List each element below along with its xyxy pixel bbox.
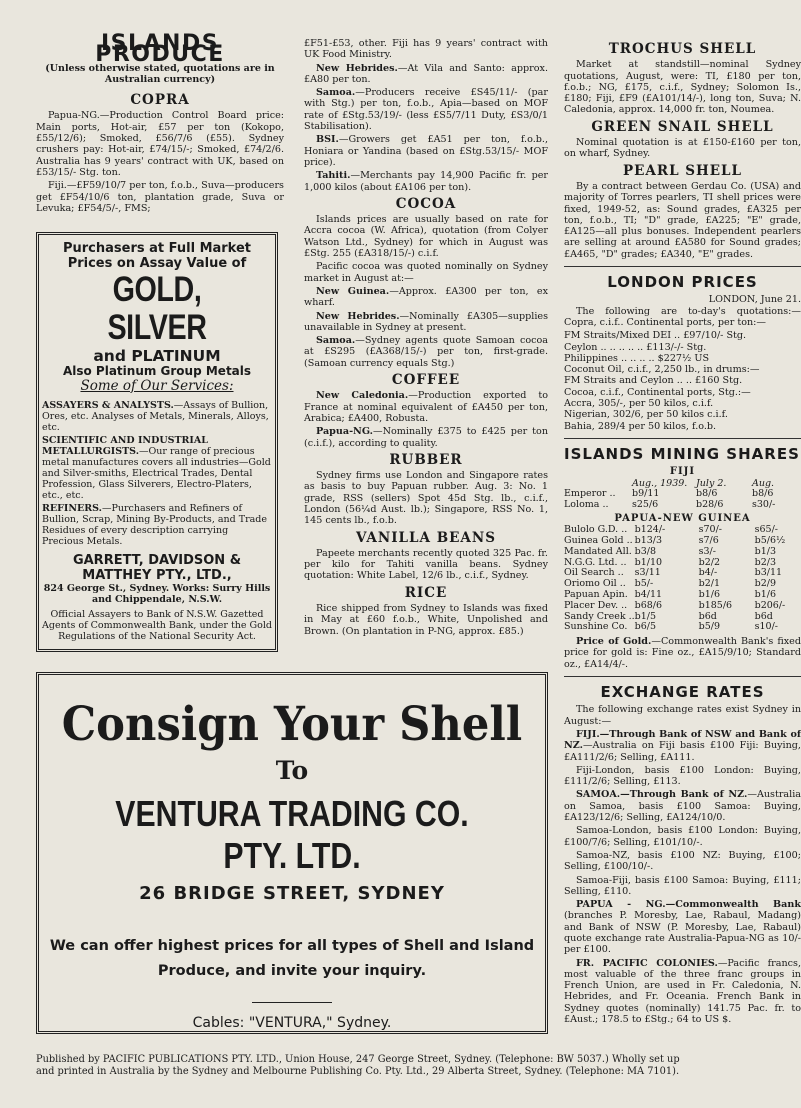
cocoa-pacific: Pacific cocoa was quoted nominally on Sydney market in August at:—	[304, 261, 548, 284]
coffee-papua: Papua-NG.—Nominally £375 to £425 per ton (c.i.f.), according to quality.	[304, 426, 548, 449]
table-cell: b1/6	[698, 588, 721, 600]
table-cell: b1/10	[634, 556, 663, 568]
ad-divider	[252, 1002, 332, 1003]
mining-shares-heading: ISLANDS MINING SHARES	[564, 444, 800, 463]
footer-line: Published by PACIFIC PUBLICATIONS PTY. LTD., Union House, 247 George Street, Sydney. (Telephone: BW 5037.) Wholly set up	[36, 1054, 680, 1065]
ad-cables: Cables: "VENTURA," Sydney.	[192, 1015, 392, 1031]
table-cell: b5/6½	[754, 534, 786, 546]
table-cell: Mandated All.	[564, 545, 632, 557]
divider	[564, 676, 801, 677]
table-cell: b1/3	[754, 545, 777, 557]
copra-tahiti: Tahiti.—Merchants pay 14,900 Pacific fr. per 1,000 kilos (about £A106 per ton).	[304, 170, 548, 193]
table-cell: b1/6	[754, 588, 777, 600]
exchange-fiji: FIJI.—Through Bank of NSW and Bank of NZ.—Australia on Fiji basis £100 Fiji: Buying, £A111/2/6; Selling, £A111.	[564, 728, 801, 763]
png-group-heading: PAPUA-NEW GUINEA	[614, 512, 751, 524]
table-row	[564, 601, 801, 612]
table-cell: Bulolo G.D. ..	[564, 524, 628, 536]
pearl-shell-text: By a contract between Gerdau Co. (USA) and majority of Torres pearlers, TI shell prices were fixed, 1949-52, as: Sound grades, £A325 per ton, f.o.b., TI; "D" grade, £A225; "E" grade, £A125—all plus bonuses. Independent pearlers are selling at around £A580 for Sound grades; £A465, "D" grades; £A340, "E" grades.	[564, 180, 801, 260]
cocoa-new-guinea: New Guinea.—Approx. £A300 per ton, ex wharf.	[304, 285, 548, 309]
ad-ventura-address: 26 BRIDGE STREET, SYDNEY	[139, 883, 445, 904]
cocoa-new-hebrides: New Hebrides.—Nominally £A305—supplies unavailable in Sydney at present.	[304, 310, 548, 333]
trochus-heading: TROCHUS SHELL	[608, 41, 757, 57]
ad-offer-text: We can offer highest prices for all types of Shell and Island Produce, and invite your inquiry.	[49, 938, 535, 979]
table-cell: b6/5	[634, 621, 657, 633]
copra-heading: COPRA	[130, 92, 190, 109]
table-cell: b68/6	[634, 599, 663, 611]
exchange-samoa-nz: Samoa-NZ, basis £100 NZ: Buying, £100; Selling, £100/10/-.	[564, 849, 801, 873]
ad-to: To	[275, 756, 309, 785]
london-price-row: Bahia, 289/4 per 50 kilos, f.o.b.	[564, 420, 717, 432]
column-1	[36, 31, 284, 216]
fiji-shares-table	[564, 479, 801, 511]
london-intro: The following are to-day's quotations:— Copra, c.i.f.. Continental ports, per ton:—	[564, 305, 801, 328]
vanilla-heading: VANILLA BEANS	[356, 529, 496, 546]
exchange-french-pacific: FR. PACIFIC COLONIES.—Pacific francs, most valuable of the three franc groups in French Union, are used in Fr. Caledonia, N. Hebrides, and Fr. Oceania. French Bank in Sydney quotes (nominally) 141.75 Pac. fr. to £Aust.; 178.5 to £Stg.; 64 to US $.	[564, 957, 801, 1026]
table-cell: b9/11	[632, 488, 660, 500]
coffee-new-caledonia: New Caledonia.—Production exported to France at nominal equivalent of £A450 per ton, Arabica; £A400, Robusta.	[304, 390, 548, 424]
table-cell: b124/-	[634, 524, 666, 536]
table-cell: b4/-	[698, 567, 718, 579]
table-cell: b8/6	[696, 488, 718, 500]
green-snail-text: Nominal quotation is at £150-£160 per ton, on wharf, Sydney.	[564, 137, 801, 160]
ad-official-assayers: Official Assayers to Bank of N.S.W. Gazetted Agents of Commonwealth Bank, under the Gold Regulations of the National Security Act.	[42, 609, 272, 642]
exchange-samoa-london: Samoa-London, basis £100 London: Buying, £100/7/6; Selling, £101/10/-.	[564, 825, 801, 848]
footer-line: and printed in Australia by the Sydney and Melbourne Publishing Co. Pty. Ltd., 29 Alberta Street, Sydney. (Telephone: MA 7101).	[36, 1066, 680, 1077]
currency-note: (Unless otherwise stated, quotations are in Australian currency)	[45, 62, 275, 85]
vanilla-text: Papeete merchants recently quoted 325 Pac. fr. per kilo for Tahiti vanilla beans. Sydney quotation: White Label, 12/6 lb., c.i.f., Sydney.	[304, 547, 548, 582]
london-prices-heading: LONDON PRICES	[607, 273, 758, 292]
table-cell: s25/6	[632, 499, 659, 511]
ad-also-platinum: Also Platinum Group Metals	[62, 364, 252, 378]
table-cell: Sunshine Co.	[564, 621, 628, 633]
copra-fiji-continued: £F51-£53, other. Fiji has 9 years' contract with UK Food Ministry.	[304, 38, 548, 61]
column-2	[304, 38, 548, 639]
table-cell: b5/-	[634, 578, 654, 590]
green-snail-heading: GREEN SNAIL SHELL	[591, 118, 774, 135]
london-price-row: Ceylon .. .. .. .. .. £113/-/- Stg.	[564, 341, 707, 353]
table-cell: b2/3	[754, 556, 777, 568]
table-cell: Oil Search ..	[564, 567, 624, 579]
table-cell: s7/6	[698, 534, 719, 546]
table-cell: b5/9	[698, 621, 721, 633]
cocoa-heading: COCOA	[395, 195, 457, 212]
table-cell: b3/11	[754, 567, 783, 579]
copra-fiji: Fiji.—£F59/10/7 per ton, f.o.b., Suva—producers get £F54/10/6 ton, plantation grade, Suva or Levuka; £F54/5/-, FMS;	[36, 180, 284, 214]
ad-consign-headline: Consign Your Shell	[61, 697, 523, 752]
ad-ventura-company: VENTURA TRADING CO. PTY. LTD.	[115, 793, 469, 876]
png-shares-table	[564, 525, 801, 633]
london-price-row: FM Straits/Mixed DEI .. £97/10/- Stg.	[564, 330, 747, 342]
table-cell: b2/1	[698, 578, 721, 590]
table-cell: Loloma ..	[564, 499, 609, 511]
column-header: Aug., 1939.	[632, 477, 688, 489]
trochus-text: Market at standstill—nominal Sydney quotations, August, were: TI, £180 per ton, f.o.b.; NG, £175, c.i.f., Sydney; Solomon Is., £180; Fiji, £F9 (£A101/14/-), long ton, Suva; N. Caledonia, approx. 14,000 fr. ton, Noumea.	[564, 59, 801, 116]
table-cell: b3/8	[634, 545, 657, 557]
rice-heading: RICE	[404, 584, 448, 601]
table-row	[564, 622, 801, 633]
table-cell: b28/6	[696, 499, 724, 511]
table-cell: b2/2	[698, 556, 721, 568]
exchange-rates-heading: EXCHANGE RATES	[600, 683, 765, 702]
exchange-intro: The following exchange rates exist Sydney in August:—	[564, 704, 801, 727]
table-cell: b13/3	[634, 534, 663, 546]
table-cell: b4/11	[634, 588, 663, 600]
publisher-footer	[36, 1054, 801, 1078]
london-price-row: FM Straits and Ceylon .. .. £160 Stg.	[564, 375, 743, 387]
london-price-row: Philippines .. .. .. .. $227½ US	[564, 352, 710, 364]
ad-purchasers-line: Purchasers at Full Market Prices on Assay Value of	[62, 241, 252, 271]
copra-papua: Papua-NG.—Production Control Board price: Main ports, Hot-air, £57 per ton (Kokopo, £55/12/6); Smoked, £56/7/6 (£55). Sydney crushers pay: Hot-air, £74/15/-; Smoked, £74/2/6. Australia has 9 years' contract with UK, based on £53/15/- Stg. ton.	[36, 110, 284, 178]
cocoa-intro: Islands prices are usually based on rate for Accra cocoa (W. Africa), quotation (from Colyer Watson Ltd., Sydney) for which in August was £Stg. 255 (£A318/15/-) c.i.f.	[304, 214, 548, 260]
exchange-samoa: SAMOA.—Through Bank of NZ.—Australia on Samoa, basis £100 Samoa: Buying, £A123/12/6; Selling, £A124/10/0.	[564, 789, 801, 824]
ad-gold-silver: GOLD, SILVER	[107, 270, 207, 347]
table-cell: Guinea Gold ..	[564, 534, 633, 546]
london-price-row: Cocoa, c.i.f., Continental ports, Stg.:—	[564, 386, 751, 398]
london-price-row: Nigerian, 302/6, per 50 kilos c.i.f.	[564, 409, 728, 421]
price-of-gold: Price of Gold.—Commonwealth Bank's fixed price for gold is: Fine oz., £A15/9/10; Standard oz., £A14/4/-.	[564, 636, 801, 670]
table-cell: b185/6	[698, 599, 733, 611]
london-price-list	[564, 330, 801, 432]
table-cell: s3/-	[698, 545, 716, 557]
divider	[564, 266, 801, 267]
table-cell: Oriomo Oil ..	[564, 578, 626, 590]
table-cell: b8/6	[752, 488, 774, 500]
divider	[564, 438, 801, 439]
fiji-group-heading: FIJI	[669, 466, 696, 478]
table-cell: s65/-	[754, 524, 779, 536]
table-cell: b2/9	[754, 578, 777, 590]
ad-company-name: GARRETT, DAVIDSON & MATTHEY PTY., LTD.,	[72, 553, 242, 583]
table-cell: Emperor ..	[564, 488, 616, 500]
column-header: Aug.	[752, 477, 775, 489]
cocoa-samoa: Samoa.—Sydney agents quote Samoan cocoa at £S295 (£A368/15/-) per ton, first-grade. (Samoan currency equals Stg.)	[304, 335, 548, 369]
ad-services-heading: Some of Our Services:	[80, 378, 234, 394]
table-cell: Placer Dev. ..	[564, 599, 628, 611]
exchange-papua: PAPUA - NG.—Commonwealth Bank (branches P. Moresby, Lae, Rabaul, Madang) and Bank of NSW (P. Moresby, Lae, Rabaul) quote exchange rate Australia-Papua-NG as 10/- per £100.	[564, 899, 801, 956]
exchange-samoa-fiji: Samoa-Fiji, basis £100 Samoa: Buying, £111; Selling, £110.	[564, 874, 801, 897]
ad-company-address: 824 George St., Sydney. Works: Surry Hills and Chippendale, N.S.W.	[43, 583, 271, 605]
ad-service-refiners: REFINERS.—Purchasers and Refiners of Bullion, Scrap, Mining By-Products, and Trade Residues of every description carrying Precious Metals.	[42, 503, 267, 547]
table-cell: b206/-	[754, 599, 786, 611]
london-price-row: Accra, 305/-, per 50 kilos, c.i.f.	[564, 398, 714, 410]
gold-silver-advertisement	[36, 232, 278, 652]
table-cell: s70/-	[698, 524, 723, 536]
table-cell: b6d	[698, 610, 717, 622]
rice-text: Rice shipped from Sydney to Islands was fixed in May at £60 f.o.b., White, Unpolished and Brown. (On plantation in P-NG, approx. £85.)	[304, 603, 548, 637]
ventura-advertisement	[36, 672, 548, 1034]
table-row	[564, 500, 801, 511]
copra-bsi: BSI.—Growers get £A51 per ton, f.o.b., Honiara or Yandina (based on £Stg.53/15/- MOF price).	[304, 134, 548, 168]
table-cell: Papuan Apin.	[564, 588, 628, 600]
ad-service-assayers: ASSAYERS & ANALYSTS.—Assays of Bullion, Ores, etc. Analyses of Metals, Minerals, Alloys, etc.	[42, 400, 269, 433]
pearl-shell-heading: PEARL SHELL	[622, 162, 743, 179]
table-cell: b6d	[754, 610, 773, 622]
table-cell: Sandy Creek ..	[564, 610, 635, 622]
copra-new-hebrides: New Hebrides.—At Vila and Santo: approx. £A80 per ton.	[304, 62, 548, 85]
table-cell: b1/5	[634, 610, 657, 622]
london-price-row: Coconut Oil, c.i.f., 2,250 lb., in drums:—	[564, 364, 760, 376]
table-cell: s3/11	[634, 567, 661, 579]
table-cell: s10/-	[754, 621, 779, 633]
coffee-heading: COFFEE	[391, 372, 461, 389]
ad-service-metallurgists: SCIENTIFIC AND INDUSTRIAL METALLURGISTS.—Our range of precious metal manufactures covers all industries—Gold and Silver-smiths, Electrical Trades, Dental Profession, Glass Silverers, Electro-Platers, etc., etc.	[42, 435, 271, 501]
copra-samoa: Samoa.—Producers receive £S45/11/- (par with Stg.) per ton, f.o.b., Apia—based on MOF rate of £Stg.53/19/- (less £S5/7/11 Duty, £S3/0/1 Stabilisation).	[304, 87, 548, 133]
column-3	[564, 38, 801, 1027]
table-row	[564, 547, 801, 558]
page-title: ISLANDS PRODUCE	[95, 31, 225, 68]
rubber-text: Sydney firms use London and Singapore rates as basis to buy Papuan rubber. Aug. 3: No. 1 grade, RSS (sellers) Spot 45d Stg. lb., c.i.f., London (56¼d Aust. lb.); Singapore, RSS No. 1, 145 cents lb., f.o.b.	[304, 470, 548, 527]
exchange-fiji-london: Fiji-London, basis £100 London: Buying, £111/2/6; Selling, £113.	[564, 764, 801, 788]
table-cell: N.G.G. Ltd. ..	[564, 556, 627, 568]
london-date: LONDON, June 21.	[708, 294, 801, 306]
rubber-heading: RUBBER	[389, 451, 463, 468]
table-cell: s30/-	[752, 499, 776, 511]
ad-platinum: and PLATINUM	[93, 347, 221, 365]
column-header: July 2.	[696, 477, 727, 489]
